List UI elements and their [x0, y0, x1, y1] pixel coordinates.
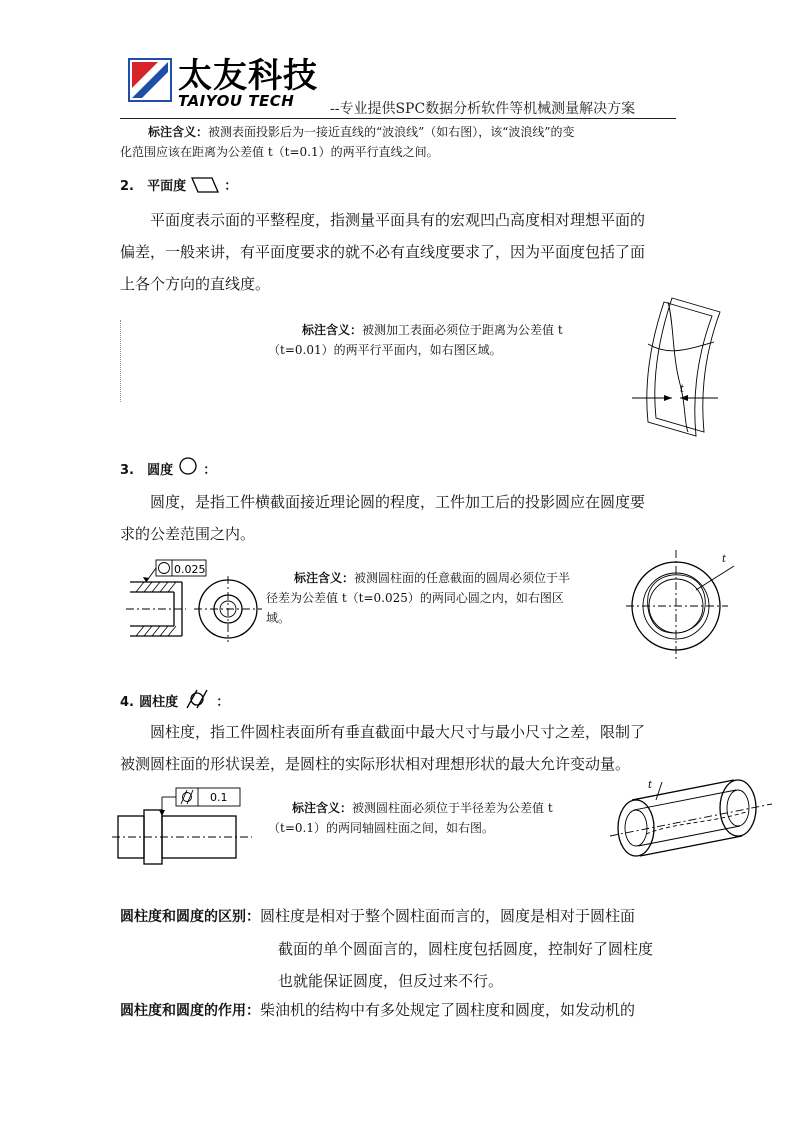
- flatness-heading: [120, 172, 237, 194]
- flatness-para-line: 偏差，一般来讲，有平面度要求的就不必有直线度要求了，因为平面度包括了面: [120, 243, 646, 261]
- cylindricity-feature-frame: [176, 788, 240, 806]
- cylindricity-number: 4.: [120, 695, 134, 710]
- flatness-note: [268, 320, 628, 360]
- roundness-tolerance-value: 0.025: [174, 563, 206, 576]
- intro-note-label: 标注含义：: [148, 125, 209, 139]
- cylindricity-title: 圆柱度: [139, 695, 179, 710]
- flatness-number: 2.: [120, 179, 134, 194]
- usage-label: 圆柱度和圆度的作用：: [120, 1003, 260, 1019]
- flatness-figure-label: t: [680, 384, 685, 395]
- roundness-note-line1: 被测圆柱面的任意截面的圆周必须位于半: [354, 571, 571, 585]
- intro-note: [120, 122, 680, 162]
- flatness-suffix: ：: [224, 179, 238, 194]
- flatness-note-line2: （t=0.01）的两平行平面内，如右图区域。: [268, 343, 502, 357]
- cylindricity-tolerance-zone-figure: [606, 776, 776, 872]
- cylindricity-para-line: 圆柱度，指工件圆柱表面所有垂直截面中最大尺寸与最小尺寸之差，限制了: [150, 723, 646, 741]
- roundness-figure-label: t: [722, 554, 727, 565]
- header-slogan: --专业提供SPC数据分析软件等机械测量解决方案: [330, 101, 636, 117]
- roundness-drawing-figure: [126, 556, 266, 642]
- cylindricity-suffix: ：: [216, 695, 230, 710]
- usage-line1: 柴油机的结构中有多处规定了圆柱度和圆度，如发动机的: [260, 1001, 636, 1019]
- cylindricity-note: [268, 798, 618, 838]
- flatness-paragraph: [120, 204, 680, 300]
- logo-english-text: TAIYOU TECH: [178, 92, 295, 110]
- roundness-symbol-icon: [178, 456, 198, 476]
- roundness-para-line: 求的公差范围之内。: [120, 525, 256, 543]
- cylindricity-drawing-figure: [112, 784, 272, 870]
- roundness-note-label: 标注含义：: [294, 571, 355, 585]
- cylindricity-para-line: 被测圆柱面的形状误差，是圆柱的实际形状相对理想形状的最大允许变动量。: [120, 755, 631, 773]
- roundness-suffix: ：: [203, 463, 217, 478]
- usage-block: [120, 994, 700, 1027]
- flatness-note-label: 标注含义：: [302, 323, 363, 337]
- roundness-heading: [120, 454, 216, 478]
- taiyou-logo-icon: [128, 58, 172, 102]
- flatness-para-line: 上各个方向的直线度。: [120, 275, 271, 293]
- cylindricity-heading: [120, 684, 229, 710]
- cylindricity-symbol-icon: [183, 688, 211, 710]
- roundness-title: 圆度: [147, 463, 174, 478]
- cylindricity-tolerance-value: 0.1: [210, 791, 228, 804]
- roundness-note-line2: 径差为公差值 t（t=0.025）的两同心圆之内，如右图区: [266, 591, 564, 605]
- cylindricity-note-label: 标注含义：: [292, 801, 353, 815]
- flatness-para-line: 平面度表示面的平整程度，指测量平面具有的宏观凹凸高度相对理想平面的: [150, 211, 646, 229]
- cylindricity-figure-label: t: [648, 780, 653, 791]
- flatness-tolerance-zone-figure: [628, 294, 724, 450]
- flatness-symbol-icon: [191, 176, 219, 194]
- roundness-note: [266, 568, 620, 628]
- roundness-tolerance-zone-figure: [626, 546, 738, 662]
- roundness-note-line3: 域。: [266, 611, 291, 625]
- logo-chinese-text: 太友科技: [178, 56, 318, 96]
- difference-line: 截面的单个圆面言的，圆柱度包括圆度，控制好了圆柱度: [278, 940, 654, 958]
- cylindricity-note-line1: 被测圆柱面必须位于半径差为公差值 t: [352, 801, 553, 815]
- roundness-frame-symbol-icon: [159, 563, 170, 574]
- difference-line: 圆柱度是相对于整个圆柱面而言的，圆度是相对于圆柱面: [260, 907, 636, 925]
- difference-label: 圆柱度和圆度的区别：: [120, 909, 260, 925]
- cylindricity-paragraph: [120, 716, 690, 780]
- difference-block: [120, 900, 700, 997]
- flatness-title: 平面度: [147, 179, 187, 194]
- cylindricity-note-line2: （t=0.1）的两同轴圆柱面之间，如右图。: [268, 821, 494, 835]
- difference-line: 也就能保证圆度，但反过来不行。: [278, 972, 504, 990]
- roundness-paragraph: [120, 486, 680, 550]
- intro-note-line2: 化范围应该在距离为公差值 t（t=0.1）的两平行直线之间。: [120, 145, 439, 159]
- flatness-note-line1: 被测加工表面必须位于距离为公差值 t: [362, 323, 563, 337]
- roundness-para-line: 圆度，是指工件横截面接近理论圆的程度，工件加工后的投影圆应在圆度要: [150, 493, 646, 511]
- intro-note-line1: 被测表面投影后为一接近直线的“波浪线”（如右图），该“波浪线”的变: [208, 125, 575, 139]
- header-divider: [120, 118, 676, 119]
- roundness-number: 3.: [120, 463, 134, 478]
- text-box-edge: [120, 320, 121, 402]
